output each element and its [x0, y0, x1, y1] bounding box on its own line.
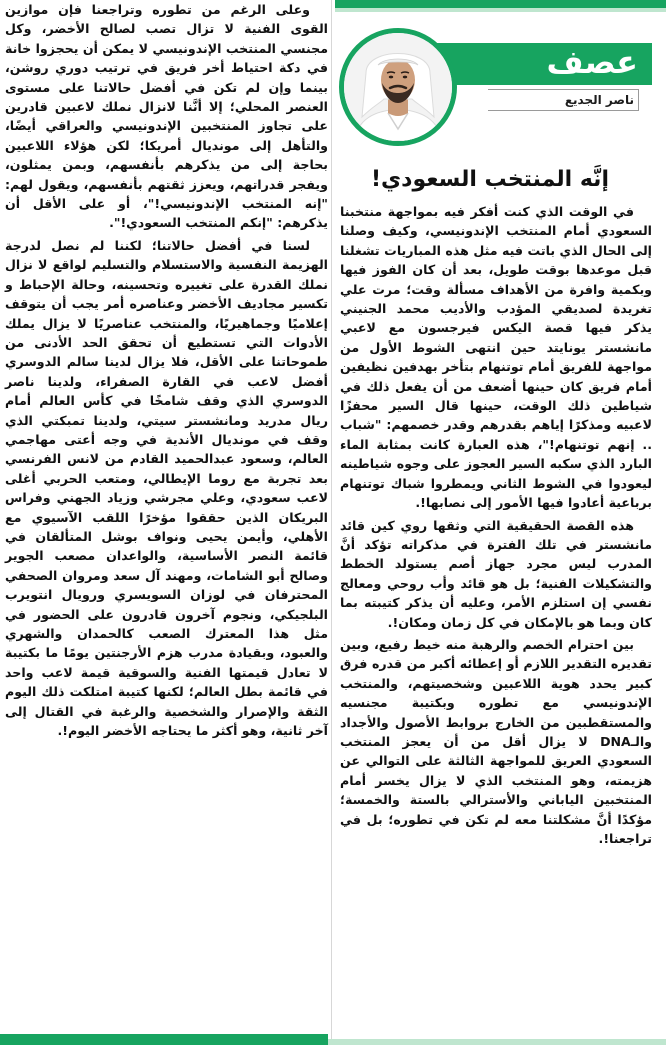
- author-photo: [339, 28, 457, 146]
- article-paragraph: وعلى الرغم من تطوره وتراجعنا فإن موازين القوى الفنية لا تزال تصب لصالح الأخضر، وكل مجنسي المنتخب الإندونيسي لا يمكن أن يحجزوا خانة في دكة احتياط أخر فريق في ترتيب دوري روشن، بينما وإن لم تكن في أفضل حالاتنا على مستوى العنصر المحلي؛ إلا أنَّنا لانزال نملك لاعبين قادرين على تجاوز المنتخبين الإندونيسي والعراقي أيضًا، والتأهل إلى مونديال أمريكا؛ لكن هؤلاء اللاعبين بحاجة إلى من يذكرهم بأنفسهم، وبمن يمثلون، ويفجر قدراتهم، ويعزز ثقتهم بأنفسهم، ويقول لهم: "إنه المنتخب الإندونيسي!"، أو على الأقل أن يذكرهم: "إنكم المنتخب السعودي!".: [0, 2, 328, 231]
- column-divider: [331, 0, 332, 1045]
- top-accent-band-light: [335, 8, 666, 12]
- bottom-accent-band-light: [328, 1039, 666, 1045]
- top-accent-band: [335, 0, 666, 8]
- article-paragraph: هذه القصة الحقيقية التي وثقها روي كين قائد مانشستر في تلك الفترة في مذكراته تؤكد أنَّ المدرب ليس مجرد جهاز أصم يستولد الخطط والتشكيلات الفنية؛ بل هو قائد وأب روحي ومعالج نفسي إن استلزم الأمر، وعليه أن يذكر كتيبته بما كان وبما هو بالإمكان في كل زمان ومكان!.: [335, 517, 652, 630]
- article-paragraph: بين احترام الخصم والرهبة منه خيط رفيع، وبين تقديره التقدير اللازم أو إعطائه أكبر من قدره فرق كبير يحدد هوية اللاعبين وشخصيتهم، والمنتخب الإندونيسي مع تطوره وبكتيبة مجنسيه والمستقطبين من الخارج بروابط الأصول والأجداد والـDNA لا يزال أقل من أن يعجز المنتخب السعودي العريق للمواجهة الثالثة على التوالي عن هزيمته، وهو المنتخب الذي لا يزال يخسر أمام المنتخبين الياباني والأسترالي بالستة والخمسة؛ مؤكدًا أنَّ مشكلتنا معه لم تكن في تطوره؛ بل في تراجعنا!.: [335, 636, 652, 846]
- article-body-left-column: [0, 0, 328, 740]
- article-paragraph: في الوقت الذي كنت أفكر فيه بمواجهة منتخبنا السعودي أمام المنتخب الإندونيسي، وكيف وصلنا إلى الحال الذي باتت فيه مثل هذه المباريات تشغلنا قبل موعدها بوقت طويل، بعد أن كان الفوز فيها وبكمية وافرة من الأهداف مسألة وقت؛ مرت علي تغريدة لصديقي المؤدب والأديب محمد الجنيني يذكر فيها قصة اليكس فيرجسون مع لاعبي مانشستر يونايتد حين انتهى الشوط الأول من مواجهة للفريق أمام توتنهام بتأخر بهدفين نظيفين أمام فريق كان حينها أضعف من أن يفعل ذلك في شياطين ذلك الوقت، حينها قال السير محفزًا لاعبيه ومذكرًا إياهم بقدرهم وقدر خصمهم: "شباب .. إنهم توتنهام!"، هذه العبارة كانت بمثابة الماء البارد الذي سكبه السير العجوز على وجوه شياطينه ليعودوا في الشوط الثاني ويمطروا شباك توتنهام برباعية أعادوا فيها الأمور إلى نصابها!.: [335, 204, 652, 511]
- article-headline: إنَّه المنتخب السعودي!: [370, 166, 609, 192]
- author-portrait-icon: [344, 33, 452, 141]
- article-body-right-column: [335, 202, 652, 848]
- article-paragraph: لسنا في أفضل حالاتنا؛ لكننا لم نصل لدرجة الهزيمة النفسية والاستسلام والتسليم لواقع لا نزال نملك القدرة على تغييره وتحسينه، وحالة الإحباط و تكسير مجاديف الأخضر وعناصره أمر يجب أن يتوقف إعلاميًا وجماهيريًا، والمنتخب عناصريًا لا يزال يملك الأدوات التي تستطيع أن تحقق الحد الأدنى من طموحاتنا على الأقل، فلا يزال لدينا سالم الدوسري أفضل لاعب في القارة الصفراء، ولدينا ناصر الدوسري الذي وقف شامخًا في كأس العالم أمام ريال مدريد ومانشستر سيتي، ولدينا تمبكتي الذي وقف في مونديال الأندية في وجه أعتى مهاجمي العالم، وسعود عبدالحميد القادم من لانس الفرنسي بعد تجربة مع روما الإيطالي، ومتعب الحربي أغلى لاعب سعودي، وعلي مجرشي وزياد الجهني وفراس البريكان الذين حققوا مؤخرًا اللقب الآسيوي مع الأهلي، وأيمن يحيى ونواف بوشل المتألقان في قائمة النصر الأساسية، والواعدان مصعب الجوير وصالح أبو الشامات، ومهند آل سعد ومروان الصحفي المحترفان في لوزان السويسري ورويال انتويرب البلجيكي، ونجوم آخرون قادرون على الحضور في مثل هذا المعترك الصعب كالحمدان والشهري والعبود، وبقيادة مدرب هزم الأرجنتين يومًا ما بكتيبة لا تعادل قيمتها الفنية والسوقية قيمة لاعب واحد في قائمة بطل العالم؛ لكنها كتيبة امتلكت ذلك اليوم الثقة والإصرار والشخصية والرغبة في القتال إلى آخر ثانية، وهو أكثر ما يحتاجه الأخضر اليوم!.: [0, 237, 328, 739]
- bottom-accent-band: [0, 1034, 328, 1045]
- author-name: ناصر الجديع: [564, 93, 634, 107]
- column-name: عصف: [546, 43, 638, 81]
